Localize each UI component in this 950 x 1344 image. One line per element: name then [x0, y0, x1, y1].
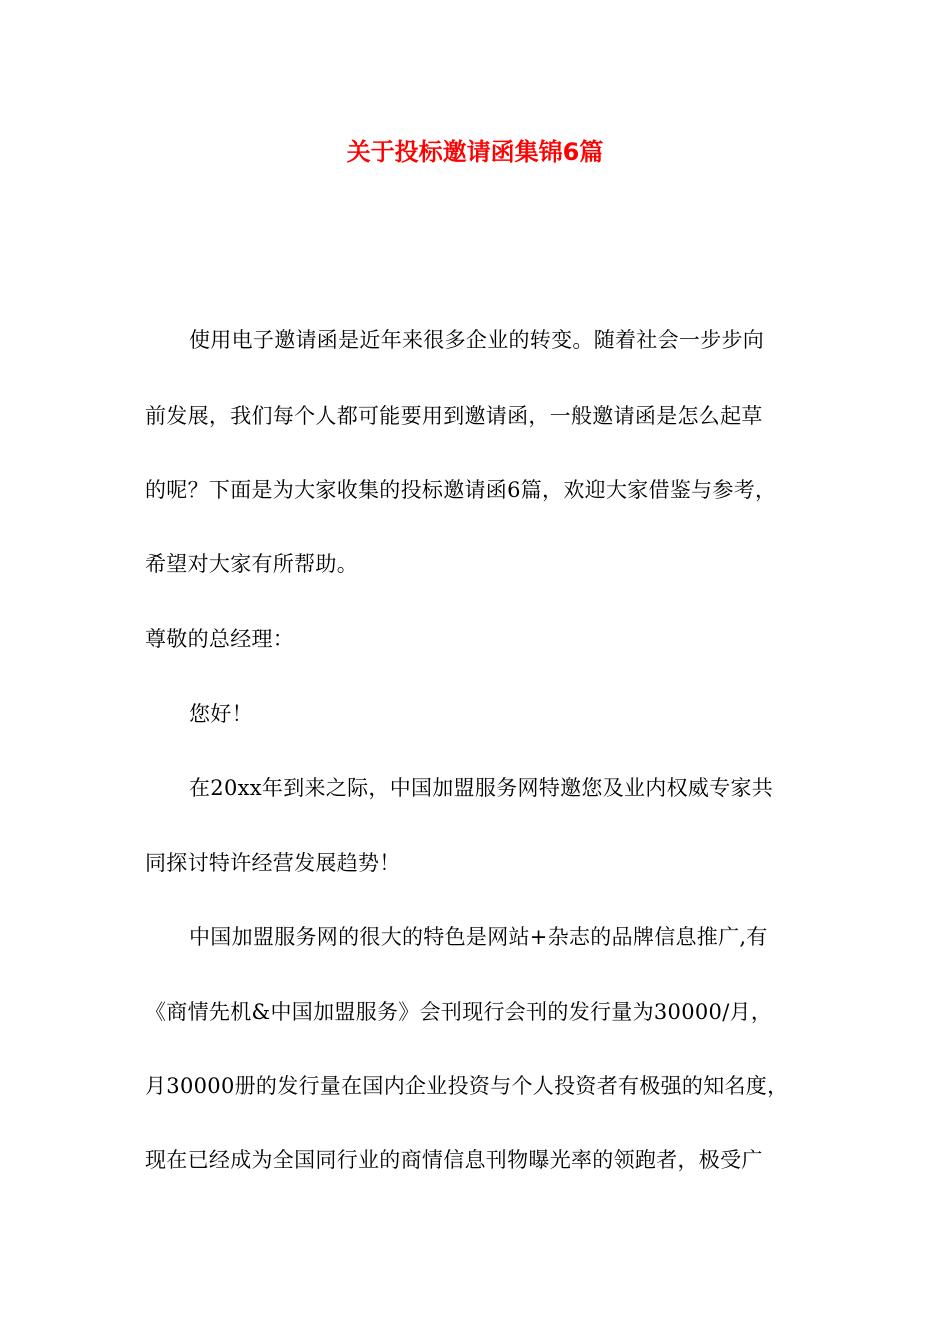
- paragraph-line: 希望对大家有所帮助。: [145, 552, 358, 576]
- paragraph-line: 使用电子邀请函是近年来很多企业的转变。随着社会一步步向: [189, 328, 765, 352]
- paragraph-line: 在20xx年到来之际，中国加盟服务网特邀您及业内权威专家共: [189, 776, 774, 800]
- paragraph-line: 现在已经成为全国同行业的商情信息刊物曝光率的领跑者，极受广: [145, 1148, 763, 1172]
- paragraph-line: 月30000册的发行量在国内企业投资与个人投资者有极强的知名度，: [145, 1074, 789, 1098]
- paragraph-line: 同探讨特许经营发展趋势！: [145, 851, 401, 875]
- paragraph-line: 前发展，我们每个人都可能要用到邀请函，一般邀请函是怎么起草: [145, 404, 763, 428]
- paragraph-line: 《商情先机&中国加盟服务》会刊现行会刊的发行量为30000/月，: [145, 1000, 773, 1024]
- salutation-line: 尊敬的总经理：: [145, 627, 295, 651]
- document-title: 关于投标邀请函集锦6篇: [346, 138, 604, 166]
- paragraph-line: 的呢？下面是为大家收集的投标邀请函6篇，欢迎大家借鉴与参考，: [145, 478, 777, 502]
- greeting-line: 您好！: [189, 702, 253, 726]
- paragraph-line: 中国加盟服务网的很大的特色是网站+杂志的品牌信息推广,有: [189, 925, 768, 949]
